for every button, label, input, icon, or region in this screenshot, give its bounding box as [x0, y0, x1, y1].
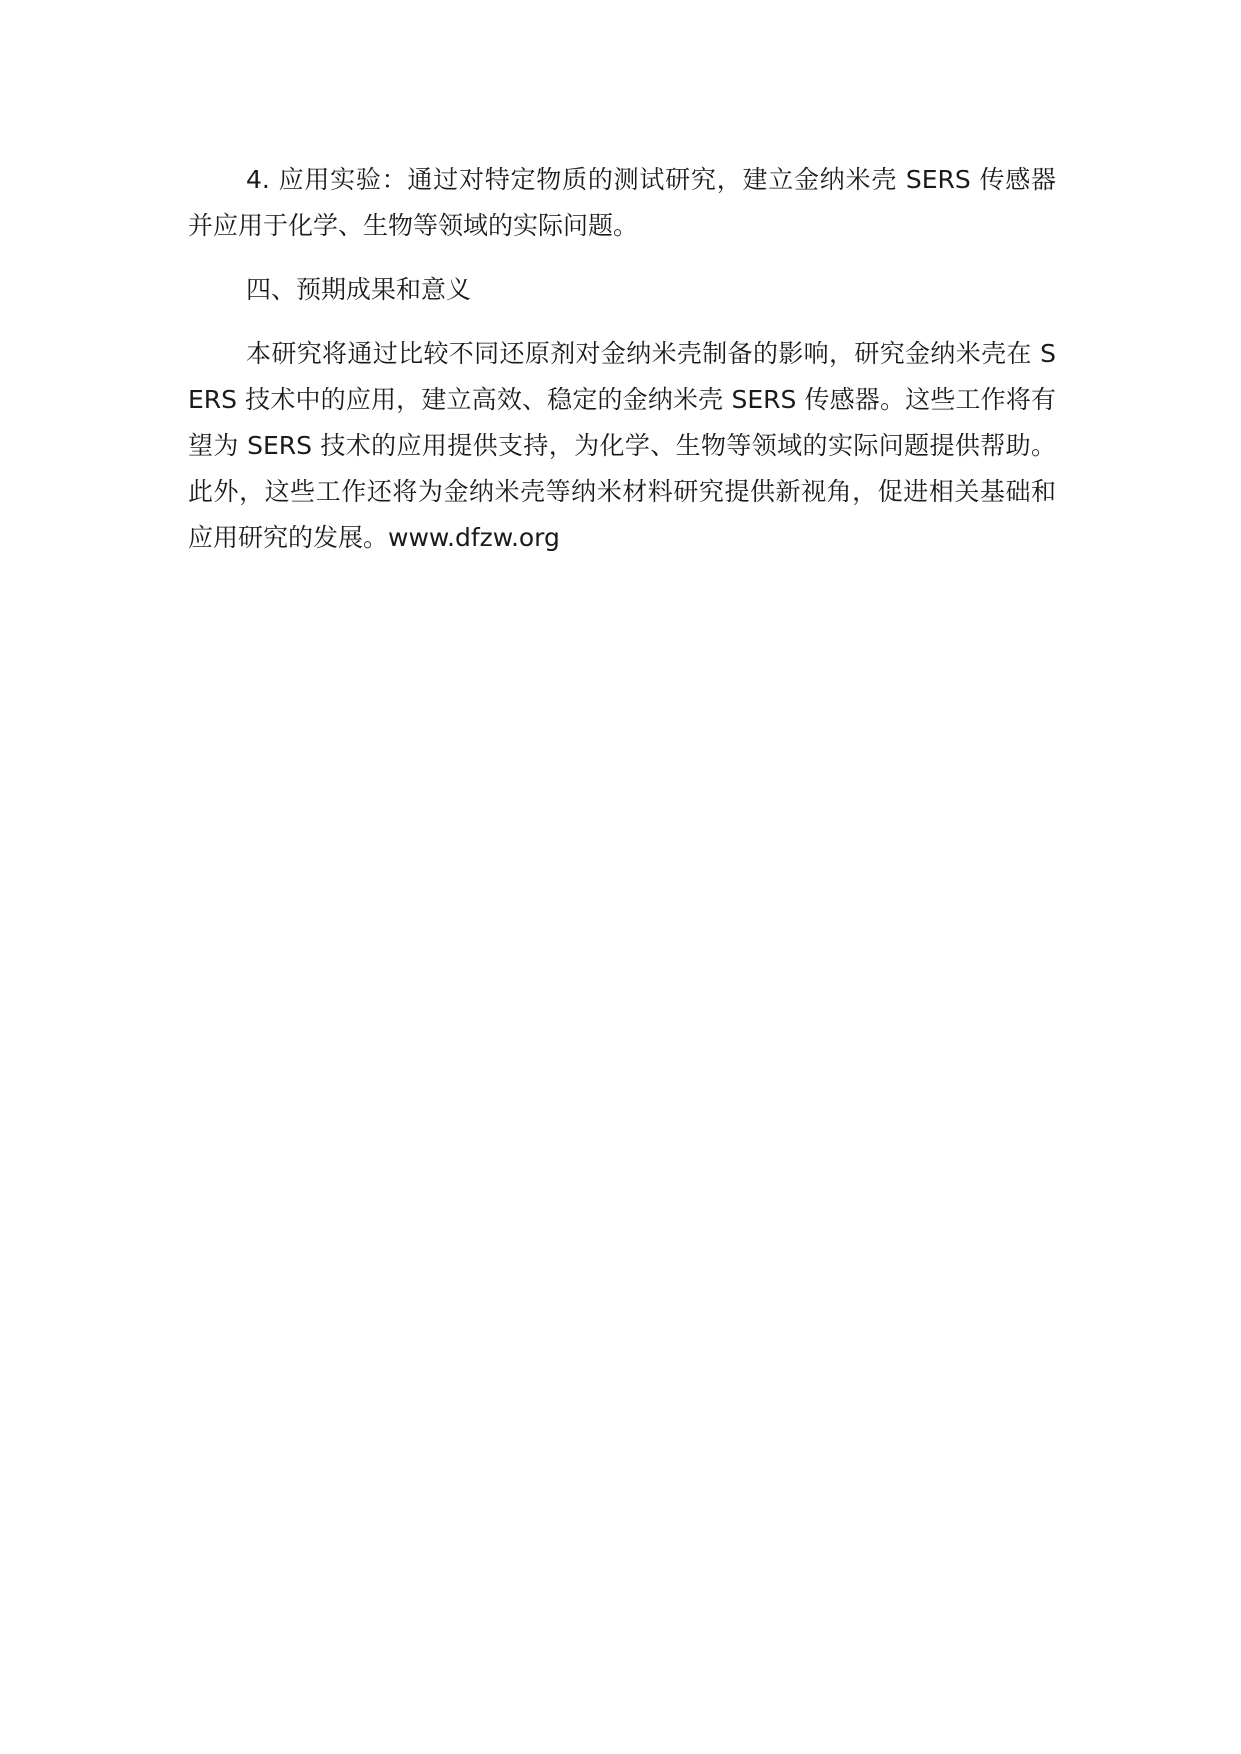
document-body — [188, 157, 1056, 579]
section-heading-expected-results: 四、预期成果和意义 — [246, 275, 472, 304]
paragraph-expected-results: 本研究将通过比较不同还原剂对金纳米壳制备的影响，研究金纳米壳在 SERS 技术中的应用，建立高效、稳定的金纳米壳 SERS 传感器。这些工作将有望为 SERS 技术的应用提供支持，为化学、生物等领域的实际问题提供帮助。此外，这些工作还将为金纳米壳等纳米材料研究提供新视角，促进相关基础和应用研究的发展。www.dfzw.org — [188, 339, 1056, 552]
paragraph-application-experiment: 4. 应用实验：通过对特定物质的测试研究，建立金纳米壳 SERS 传感器并应用于化学、生物等领域的实际问题。 — [188, 165, 1056, 240]
